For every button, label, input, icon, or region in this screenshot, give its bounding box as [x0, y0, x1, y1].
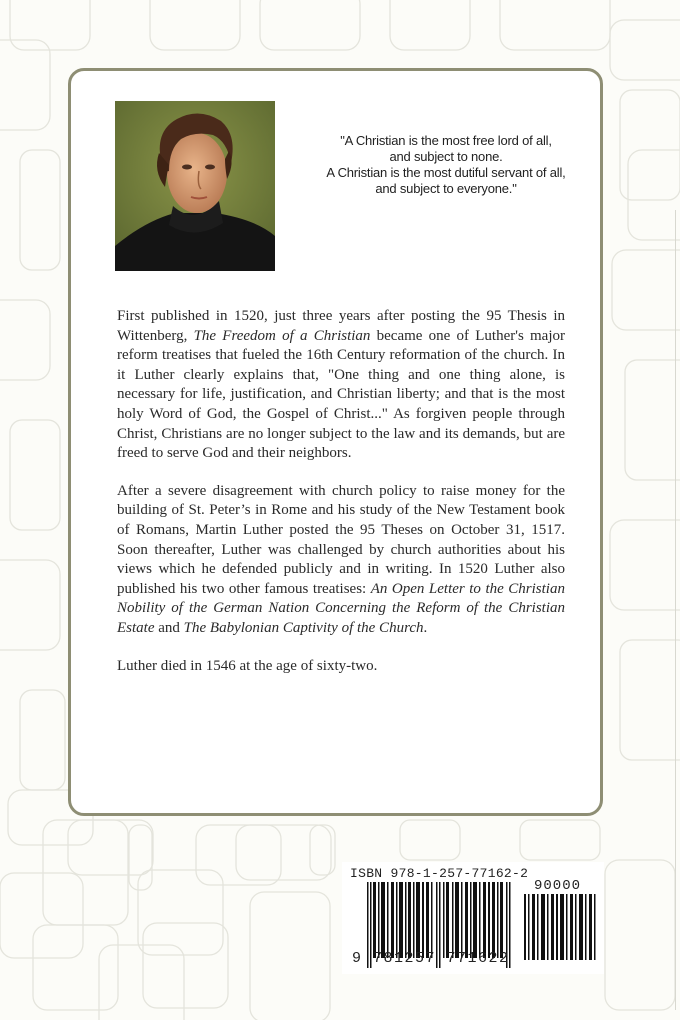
quote-line: and subject to none. — [389, 149, 503, 164]
price-barcode-icon — [524, 894, 596, 960]
text-span: and — [154, 619, 184, 636]
book-title: An Open Letter to the Christian Nobility of the German Nation Concerning the Reform of the Christian Estate — [117, 580, 565, 636]
edge-line — [675, 210, 676, 1010]
description-text — [117, 307, 565, 694]
isbn-label: ISBN 978-1-257-77162-2 — [350, 866, 529, 881]
paragraph-2 — [117, 482, 565, 639]
book-title: The Freedom of a Christian — [193, 327, 371, 344]
quote-line: and subject to everyone." — [375, 181, 517, 196]
quote-line: A Christian is the most dutiful servant of all, — [326, 165, 566, 180]
text-span: After a severe disagreement with church policy to raise money for the building of St. Peter’s in Rome and his study of the New Testament book of Romans, Martin Luther posted the 95 Theses on October 31, 1517. Soon thereafter, Luther was challenged by church authorities about his views which he defended publicly and in writing. In 1520 Luther also published his two other famous treatises: — [117, 482, 565, 597]
text-span: . — [423, 619, 428, 636]
luther-portrait — [115, 101, 275, 271]
book-title: The Babylonian Captivity of the Church — [183, 619, 424, 636]
isbn-barcode — [342, 862, 604, 974]
paragraph-1 — [117, 307, 565, 464]
text-span: became one of Luther's major reform treatises that fueled the 16th Century reformation of the church. In it Luther clearly explains that, "One thing and one thing alone, is necessary for life, justification, and Christian liberty; and that is the most holy Word of God, the Gospel of Christ..." As forgiven people through Christ, Christians are no longer subject to the law and its demands, but are freed to serve God and their neighbors. — [117, 327, 565, 462]
price-code: 90000 — [534, 878, 582, 894]
content-panel — [68, 68, 603, 816]
quote-line: "A Christian is the most free lord of all, — [340, 133, 552, 148]
paragraph-3: Luther died in 1546 at the age of sixty-two. — [117, 657, 378, 674]
ean-digits: 9 781257 771622 — [352, 950, 510, 967]
text-span: First published in 1520, just three years after posting the 95 Thesis in Wittenberg, — [117, 308, 565, 344]
luther-quote — [301, 133, 591, 197]
